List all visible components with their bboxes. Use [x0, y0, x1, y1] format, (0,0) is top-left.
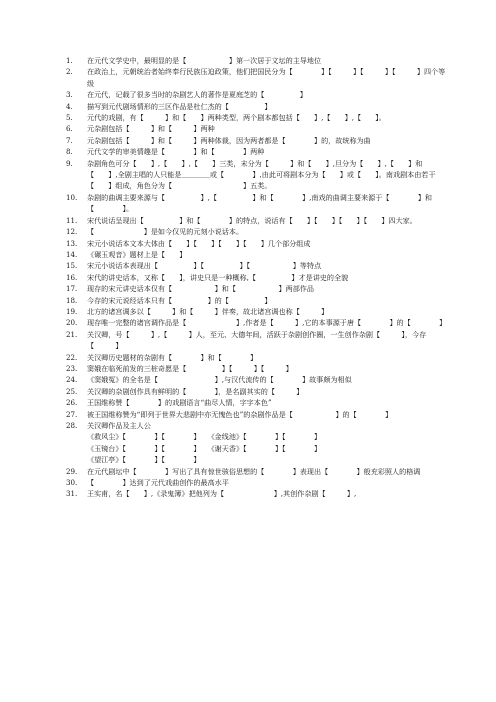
question-number: 8.: [66, 147, 73, 157]
question-number: 26.: [66, 398, 78, 408]
question-number: 27.: [66, 409, 78, 419]
question-item: [66, 295, 450, 306]
question-text: 【 】达到了元代戏曲创作的最高水平: [87, 478, 229, 488]
question-text: 关汉卿历史题材的杂剧有【 】和【 】: [87, 352, 258, 362]
question-number: 21.: [66, 329, 78, 339]
question-number: 20.: [66, 318, 78, 328]
question-text: 王国维称赞【 】的戏剧语言“曲尽人情，字字本色”: [87, 398, 272, 408]
work-line: 《望江亭》【 】【 】: [87, 455, 201, 465]
question-item: [66, 420, 450, 431]
question-number: 25.: [66, 386, 78, 396]
question-number: 11.: [66, 215, 78, 225]
question-text: 宋元小说话本文本大体由【 】【 】【 】【 】几个部分组成: [87, 238, 311, 248]
question-item: [66, 158, 450, 192]
question-text: 元杂剧包括【 】和【 】两种: [87, 124, 215, 134]
question-item: [66, 306, 450, 317]
question-item: [66, 249, 450, 260]
question-text: 宋元小说话本表现出【 】【 】【 】等特点: [87, 261, 322, 271]
question-text: 王实甫，名【 】,《录鬼簿》把他列为【 】,其创作杂剧【 】,: [87, 489, 357, 499]
question-number: 4.: [66, 101, 73, 111]
question-item: [66, 488, 450, 499]
question-item: [66, 409, 450, 420]
question-text: 窦娥在临死前发的三桩奇愿是【 】【 】【 】: [87, 363, 293, 373]
question-item: [66, 283, 450, 294]
question-text: 关汉卿，号【 】,【 】人，至元、大德年间，活跃于杂剧创作圈，一生创作杂剧【 】，今存【 】: [87, 329, 427, 351]
question-item: [66, 66, 450, 89]
question-item: [66, 146, 450, 157]
question-number: 29.: [66, 466, 78, 476]
question-text: 元代的戏剧，有【 】和【 】两种类型，两个剧本都包括【 】,【 】,【 】。: [87, 113, 386, 123]
question-number: 16.: [66, 272, 78, 282]
question-text: 描写到元代剧场情形的三区作品是杜仁杰的【 】: [87, 101, 272, 111]
question-number: 13.: [66, 238, 78, 248]
question-item: [66, 477, 450, 488]
question-number: 22.: [66, 352, 78, 362]
question-text: 在政治上，元朝统治者始终奉行民族压迫政策，他们把国民分为【 】【 】【 】【 】四个等级: [87, 67, 446, 88]
question-number: 28.: [66, 421, 78, 430]
works-list: [66, 431, 450, 465]
question-number: 10.: [66, 192, 78, 202]
question-item: [66, 112, 450, 123]
question-item: [66, 123, 450, 134]
question-number: 24.: [66, 375, 78, 385]
question-text: 杂剧角色可分【 】,【 】,【 】三类，末分为【 】和【 】,旦分为【 】,【 】和【 】,全剧主唱的人只能是＿＿＿＿或【 】,由此可将剧本分为【 】或【 】。南戏剧本由若干【 】组成，角色分为【 】五类。: [87, 158, 436, 191]
question-text: 《碾玉观音》题材上是【 】: [87, 249, 187, 259]
question-item: [66, 260, 450, 271]
question-text: 关汉卿的杂剧创作具有鲜明的【 】，是名副其实的【 】: [87, 386, 304, 396]
question-number: 18.: [66, 295, 78, 305]
question-text: 在元代剧坛中【 】写出了具有惊世骇俗思想的【 】表现出【 】般充彩照人的格调: [87, 466, 421, 476]
question-item: [66, 215, 450, 226]
question-number: 30.: [66, 478, 78, 488]
question-item: [66, 238, 450, 249]
question-text: 北方的诸宫调多以【 】和【 】伴奏，故北诸宫调也称【 】: [87, 306, 329, 316]
question-number: 19.: [66, 306, 78, 316]
question-item: [66, 386, 450, 397]
work-line: 《救风尘》【 】【 】 《金线池》【 】【 】: [87, 432, 322, 442]
question-number: 2.: [66, 67, 73, 77]
question-item: [66, 226, 450, 237]
question-text: 被王国维称赞为“即列于世界大悲剧中亦无愧色也”的杂剧作品是【 】的【 】: [87, 409, 393, 419]
question-number: 17.: [66, 284, 78, 294]
question-text: 在元代，记载了很多当时的杂剧艺人的著作是夏庭芝的【 】: [87, 90, 307, 100]
question-item: [66, 101, 450, 112]
question-item: [66, 352, 450, 363]
question-number: 14.: [66, 249, 78, 259]
question-item: [66, 363, 450, 374]
question-text: 在元代文学史中，最明显的是【 】第一次居于文坛的主导地位: [87, 56, 322, 65]
question-item: [66, 55, 450, 66]
question-item: [66, 466, 450, 477]
question-text: 元代文学的审美情趣是【 】和【 】两种: [87, 147, 265, 157]
question-number: 3.: [66, 90, 73, 100]
question-number: 15.: [66, 261, 78, 271]
question-text: 现存的宋元讲史话本仅有【 】和【 】两部作品: [87, 284, 314, 294]
question-text: 宋代说话呈现出【 】和【 】的特点，说话有【 】【 】【 】【 】四大家。: [87, 215, 417, 225]
question-text: 【 】是如今仅见的元刻小说话本。: [87, 227, 244, 237]
question-text: 元杂剧包括【 】和【 】两种体裁，因为两者都是【 】的，故统称为曲: [87, 135, 371, 145]
question-number: 12.: [66, 227, 78, 237]
question-text: 杂剧的曲调主要来源与【 】,【 】和【 】,南戏的曲调主要来源于【 】和【 】。: [87, 192, 433, 214]
question-list-continued: [66, 466, 450, 500]
question-item: [66, 89, 450, 100]
question-item: [66, 329, 450, 352]
question-text: 今存的宋元说经话本只有【 】的【 】: [87, 295, 272, 305]
question-text: 宋代的讲史话本，又称【 】，讲史只是一种概称,【 】才是讲史的全貌: [87, 272, 349, 282]
question-number: 23.: [66, 363, 78, 373]
question-item: [66, 135, 450, 146]
question-number: 6.: [66, 124, 73, 134]
question-text: 关汉卿作品及主人公: [87, 421, 151, 430]
question-text: 现存唯一完整的诸宫调作品是【 】,作者是【 】,它的本事源于唐【 】的【 】: [87, 318, 447, 328]
question-number: 5.: [66, 113, 73, 123]
question-number: 9.: [66, 158, 73, 168]
question-item: [66, 397, 450, 408]
question-item: [66, 374, 450, 385]
question-number: 31.: [66, 489, 78, 499]
question-item: [66, 317, 450, 328]
question-item: [66, 272, 450, 283]
question-list: [66, 55, 450, 431]
question-item: [66, 192, 450, 215]
work-line: 《玉镜台》【 】【 】 《谢天香》【 】【 】: [87, 443, 322, 453]
question-number: 7.: [66, 135, 73, 145]
question-number: 1.: [66, 56, 73, 65]
question-text: 《窦娥冤》的全名是【 】,与汉代流传的【 】故事颇为相似: [87, 375, 352, 385]
